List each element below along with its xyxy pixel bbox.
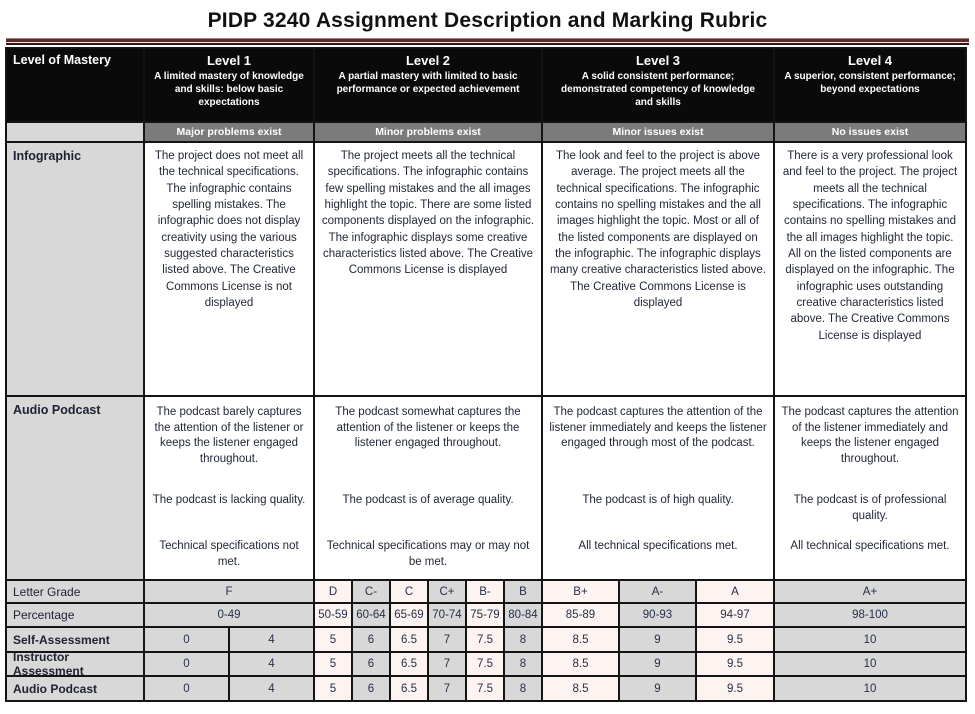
audio-podcast-grade-value: 0 [145,677,228,700]
self-assessment-value: 4 [230,628,313,651]
level-4-title: Level 4 [847,53,893,68]
corner-header-level-of-mastery: Level of Mastery [7,49,143,121]
percent-90-93: 90-93 [620,604,695,626]
percent-60-64: 60-64 [353,604,389,626]
self-assessment-value: 10 [775,628,965,651]
audio-podcast-grade-value: 6.5 [391,677,427,700]
percent-80-84: 80-84 [505,604,541,626]
audio-podcast-grade-value: 7.5 [467,677,503,700]
letter-grade-b-plus: B+ [543,581,618,602]
row-label-infographic: Infographic [7,143,143,395]
level-4-subtitle: A superior, consistent performance; beyond expectations [784,71,956,96]
instructor-assessment-value: 8 [505,653,541,675]
percent-75-79: 75-79 [467,604,503,626]
letter-grade-d: D [315,581,351,602]
row-label-self-assessment: Self-Assessment [7,628,143,651]
podcast-l1-paragraph-1: The podcast barely captures the attention of the listener or keeps the listener engaged throughout. [154,406,304,465]
instructor-assessment-value: 7.5 [467,653,503,675]
percent-50-59: 50-59 [315,604,351,626]
instructor-assessment-value: 10 [775,653,965,675]
instructor-assessment-value: 9 [620,653,695,675]
header-level-2 [315,49,541,121]
podcast-l3-paragraph-3: All technical specifications met. [578,540,738,552]
percent-94-97: 94-97 [697,604,773,626]
instructor-assessment-value: 6 [353,653,389,675]
audio-podcast-grade-value: 9.5 [697,677,773,700]
cell-audio-podcast-level-1 [145,397,313,579]
audio-podcast-grade-value: 8.5 [543,677,618,700]
instructor-assessment-value: 6.5 [391,653,427,675]
self-assessment-value: 7 [429,628,465,651]
letter-grade-a-minus: A- [620,581,695,602]
podcast-l1-paragraph-2: The podcast is lacking quality. [152,494,306,506]
audio-podcast-grade-value: 5 [315,677,351,700]
podcast-l4-paragraph-3: All technical specifications met. [790,540,950,552]
instructor-assessment-value: 0 [145,653,228,675]
letter-grade-c-plus: C+ [429,581,465,602]
cell-audio-podcast-level-4 [775,397,965,579]
cell-infographic-level-4: There is a very professional look and feel to the project. The project meets all the technical specifications. The infographic contains no spelling mistakes and the all images highlight the topic. All on the listed components are displayed on the infographic. The infographic uses outstanding creative characteristics listed above. The Creative Commons License is displayed [775,143,965,395]
letter-grade-c-minus: C- [353,581,389,602]
self-assessment-value: 8 [505,628,541,651]
audio-podcast-grade-value: 10 [775,677,965,700]
level-2-title: Level 2 [405,53,451,68]
audio-podcast-grade-value: 8 [505,677,541,700]
row-label-letter-grade: Letter Grade [7,581,143,602]
self-assessment-value: 9 [620,628,695,651]
instructor-assessment-value: 5 [315,653,351,675]
percent-98-100: 98-100 [775,604,965,626]
cell-infographic-level-1: The project does not meet all the technical specifications. The infographic contains spelling mistakes. The infographic does not display creativity using the various suggested characteristics listed above. The Creative Commons License is not displayed [145,143,313,395]
podcast-l2-paragraph-3: Technical specifications may or may not be met. [326,540,530,568]
header-level-3 [543,49,773,121]
percent-85-89: 85-89 [543,604,618,626]
audio-podcast-grade-value: 7 [429,677,465,700]
header-level-1 [145,49,313,121]
podcast-l1-paragraph-3: Technical specifications not met. [159,540,299,568]
level-3-title: Level 3 [635,53,681,68]
cell-infographic-level-2: The project meets all the technical specifications. The infographic contains few spelling mistakes and the all images highlight the topic. There are some listed components displayed on the infographic. The infographic displays some creative characteristics listed above. The Creative Commons License is displayed [315,143,541,395]
instructor-assessment-value: 9.5 [697,653,773,675]
letter-grade-a: A [697,581,773,602]
level-2-subtitle: A partial mastery with limited to basic performance or expected achievement [336,71,520,96]
podcast-l2-paragraph-2: The podcast is of average quality. [342,494,514,506]
subheader-empty-cell [7,123,143,141]
self-assessment-value: 8.5 [543,628,618,651]
instructor-assessment-value: 7 [429,653,465,675]
letter-grade-b-minus: B- [467,581,503,602]
instructor-assessment-value: 8.5 [543,653,618,675]
subheader-level-4-issue: No issues exist [775,123,965,141]
page-title: PIDP 3240 Assignment Description and Marking Rubric [207,9,768,32]
podcast-l4-paragraph-1: The podcast captures the attention of the listener immediately and keeps the listener engaged throughout. [781,406,959,465]
row-label-percentage: Percentage [7,604,143,626]
level-1-subtitle: A limited mastery of knowledge and skills: below basic expectations [154,71,304,109]
level-1-title: Level 1 [206,53,252,68]
self-assessment-value: 5 [315,628,351,651]
audio-podcast-grade-value: 9 [620,677,695,700]
podcast-l3-paragraph-2: The podcast is of high quality. [582,494,734,506]
self-assessment-value: 0 [145,628,228,651]
title-divider-rule [6,38,969,45]
rubric-table [5,47,967,702]
audio-podcast-grade-value: 4 [230,677,313,700]
subheader-level-1-issue: Major problems exist [145,123,313,141]
cell-infographic-level-3: The look and feel to the project is above average. The project meets all the technical specifications. The infographic contains no spelling mistakes and the all images highlight the topic. Most or all of the listed components are displayed on the infographic. The infographic displays many creative characteristics listed above. The Creative Commons License is displayed [543,143,773,395]
subheader-level-3-issue: Minor issues exist [543,123,773,141]
header-level-4 [775,49,965,121]
letter-grade-c: C [391,581,427,602]
percent-65-69: 65-69 [391,604,427,626]
row-label-audio-podcast-grades: Audio Podcast [7,677,143,700]
row-label-instructor-assessment: Instructor Assessment [7,653,143,675]
level-3-subtitle: A solid consistent performance; demonstrated competency of knowledge and skills [561,71,755,109]
cell-audio-podcast-level-2 [315,397,541,579]
cell-audio-podcast-level-3 [543,397,773,579]
percent-70-74: 70-74 [429,604,465,626]
podcast-l3-paragraph-1: The podcast captures the attention of the listener immediately and keeps the listener engaged through most of the podcast. [549,406,767,450]
letter-grade-b: B [505,581,541,602]
self-assessment-value: 7.5 [467,628,503,651]
self-assessment-value: 9.5 [697,628,773,651]
instructor-assessment-value: 4 [230,653,313,675]
letter-grade-f: F [145,581,313,602]
row-label-audio-podcast: Audio Podcast [7,397,143,579]
self-assessment-value: 6.5 [391,628,427,651]
percent-0-49: 0-49 [145,604,313,626]
audio-podcast-grade-value: 6 [353,677,389,700]
podcast-l4-paragraph-2: The podcast is of professional quality. [793,494,947,522]
self-assessment-value: 6 [353,628,389,651]
letter-grade-a-plus: A+ [775,581,965,602]
subheader-level-2-issue: Minor problems exist [315,123,541,141]
podcast-l2-paragraph-1: The podcast somewhat captures the attention of the listener or keeps the listener engaged throughout. [335,406,521,450]
